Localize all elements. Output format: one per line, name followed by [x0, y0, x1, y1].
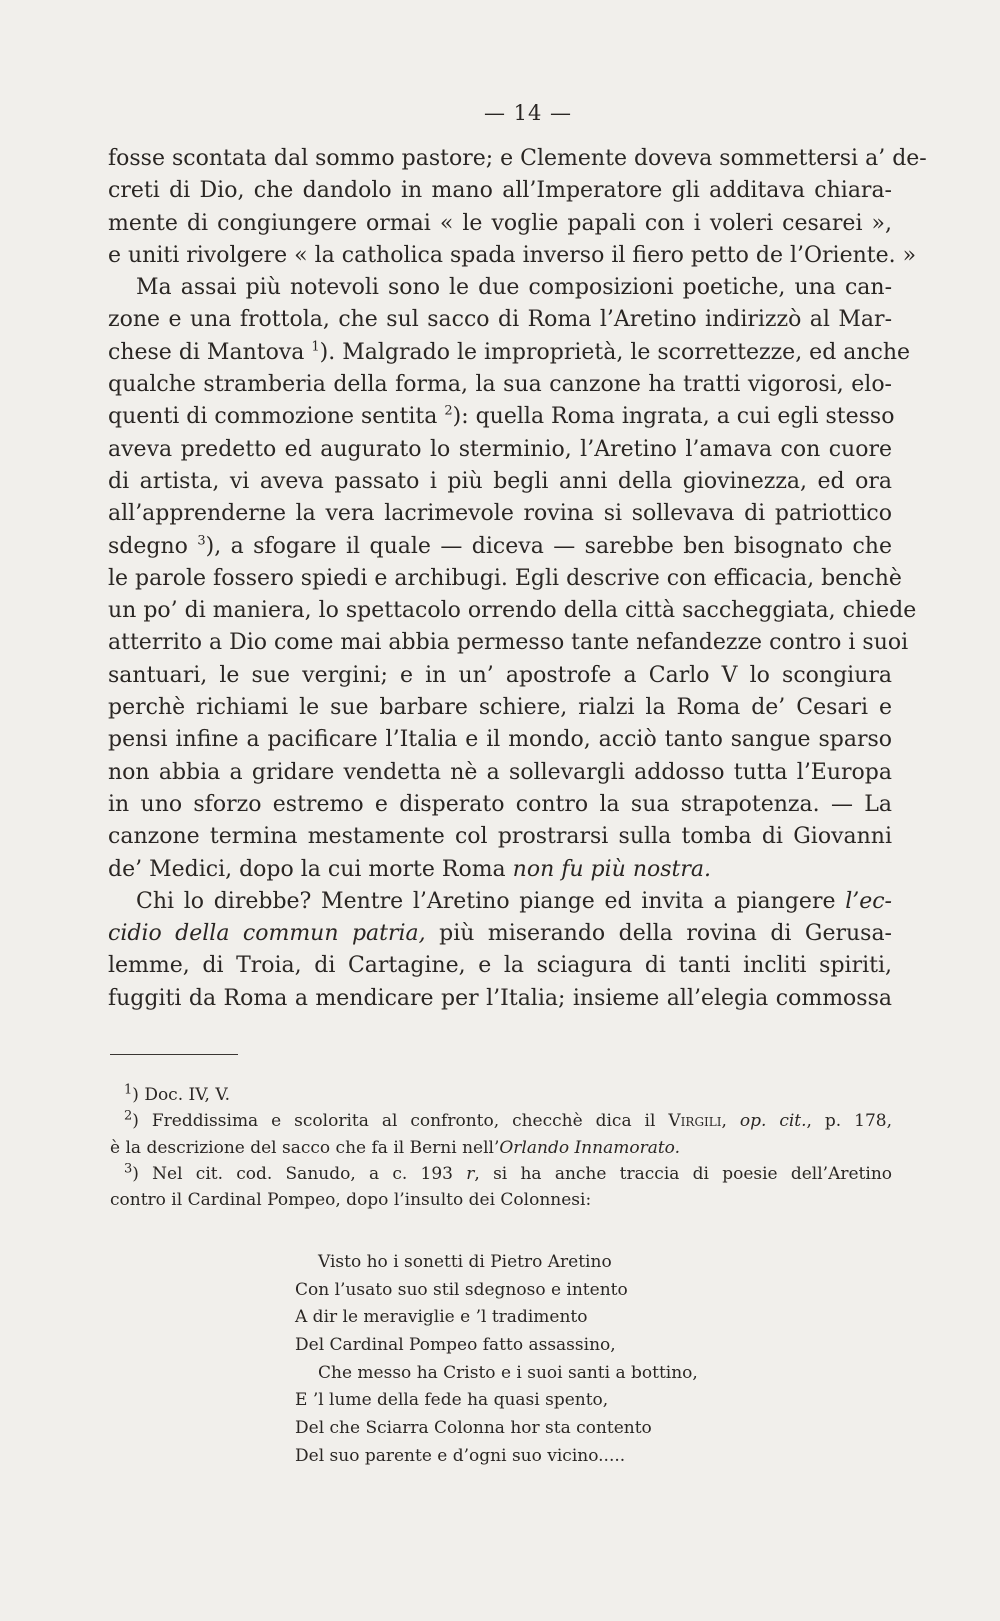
footnote-ref: 3: [197, 533, 206, 549]
text-line: quenti di commozione sentita $^2$): quella Roma ingrata, a cui egli stesso: [108, 404, 895, 430]
footnote-ref: 2: [444, 404, 453, 420]
poem-line: Che messo ha Cristo e i suoi santi a bottino,: [318, 1362, 698, 1383]
footnote-ref: 1: [311, 339, 320, 355]
text-line: mente di congiungere ormai « le voglie papali con i voleri cesarei »,: [108, 210, 892, 236]
text-line: sdegno $^3$), a sfogare il quale — diceva — sarebbe ben bisognato che: [108, 533, 892, 559]
text-line: Chi lo direbbe? Mentre l’Aretino piange ed invita a piangere l’ec-: [136, 888, 892, 914]
footnote-2-cont: è la descrizione del sacco che fa il Berni nell’Orlando Innamorato.: [110, 1137, 681, 1158]
text-line: de’ Medici, dopo la cui morte Roma non fu più nostra.: [108, 856, 712, 882]
footnote-3-cont: contro il Cardinal Pompeo, dopo l’insulto dei Colonnesi:: [110, 1190, 592, 1211]
text-line: qualche stramberia della forma, la sua canzone ha tratti vigorosi, elo-: [108, 372, 892, 398]
poem-line: Visto ho i sonetti di Pietro Aretino: [318, 1252, 612, 1272]
text-line: canzone termina mestamente col prostrarsi sulla tomba di Giovanni: [108, 824, 892, 850]
poem-line: E ’l lume della fede ha quasi spento,: [295, 1390, 609, 1411]
footnote-1: $^1$) Doc. IV, V.: [124, 1082, 231, 1105]
text-line: lemme, di Troia, di Cartagine, e la sciagura di tanti incliti spiriti,: [108, 953, 892, 979]
text-line: di artista, vi aveva passato i più begli anni della giovinezza, ed ora: [108, 468, 892, 494]
text-line: chese di Mantova $^1$). Malgrado le improprietà, le scorrettezze, ed anche: [108, 339, 911, 365]
text-line: le parole fossero spiedi e archibugi. Egli descrive con efficacia, benchè: [108, 565, 902, 591]
main-text: [108, 143, 927, 1015]
poem-line: Con l’usato suo stil sdegnoso e intento: [295, 1279, 628, 1300]
text-line: aveva predetto ed augurato lo sterminio, l’Aretino l’amava con cuore: [108, 436, 892, 462]
poem-line: Del che Sciarra Colonna hor sta contento: [295, 1418, 652, 1439]
text-line: fosse scontata dal sommo pastore; e Clemente doveva sommettersi a’ de-: [108, 146, 927, 171]
poem-line: Del Cardinal Pompeo fatto assassino,: [295, 1335, 616, 1356]
text-line: creti di Dio, che dandolo in mano all’Imperatore gli additava chiara-: [108, 178, 892, 204]
text-line: perchè richiami le sue barbare schiere, rialzi la Roma de’ Cesari e: [108, 695, 892, 721]
text-line: in uno sforzo estremo e disperato contro la sua strapotenza. — La: [108, 791, 892, 817]
text-line: non abbia a gridare vendetta nè a sollevargli addosso tutta l’Europa: [108, 759, 892, 785]
footnote-3: $^3$) Nel cit. cod. Sanudo, a c. 193 r, si ha anche traccia di poesie dell’Aretino: [124, 1161, 893, 1184]
text-line: cidio della commun patria, più miserando della rovina di Gerusa-: [108, 921, 892, 947]
footnotes: [110, 1082, 892, 1213]
text-line: fuggiti da Roma a mendicare per l’Italia; insieme all’elegia commossa: [108, 985, 892, 1011]
text-line: Ma assai più notevoli sono le due composizioni poetiche, una can-: [136, 275, 892, 301]
text-line: all’apprenderne la vera lacrimevole rovina si sollevava di patriottico: [108, 501, 892, 527]
text-line: un po’ di maniera, lo spettacolo orrendo della città saccheggiata, chiede: [108, 598, 917, 624]
text-line: pensi infine a pacificare l’Italia e il mondo, acciò tanto sangue sparso: [108, 727, 892, 753]
poem-line: A dir le meraviglie e ’l tradimento: [295, 1307, 588, 1328]
text-line: zone e una frottola, che sul sacco di Roma l’Aretino indirizzò al Mar-: [108, 307, 892, 333]
text-line: santuari, le sue vergini; e in un’ apostrofe a Carlo V lo scongiura: [108, 662, 892, 688]
poem-line: Del suo parente e d’ogni suo vicino.....: [295, 1445, 626, 1466]
footnote-2: $^2$) Freddissima e scolorita al confronto, checchè dica il Virgili, op. cit., p. 178,: [124, 1108, 893, 1132]
quoted-poem: [295, 1249, 755, 1471]
text-line: e uniti rivolgere « la catholica spada inverso il fiero petto de l’Oriente. »: [108, 242, 917, 268]
page-number: — 14 —: [483, 101, 573, 125]
text-line: atterrito a Dio come mai abbia permesso tante nefandezze contro i suoi: [108, 630, 909, 656]
footnote-divider: [110, 1054, 238, 1055]
